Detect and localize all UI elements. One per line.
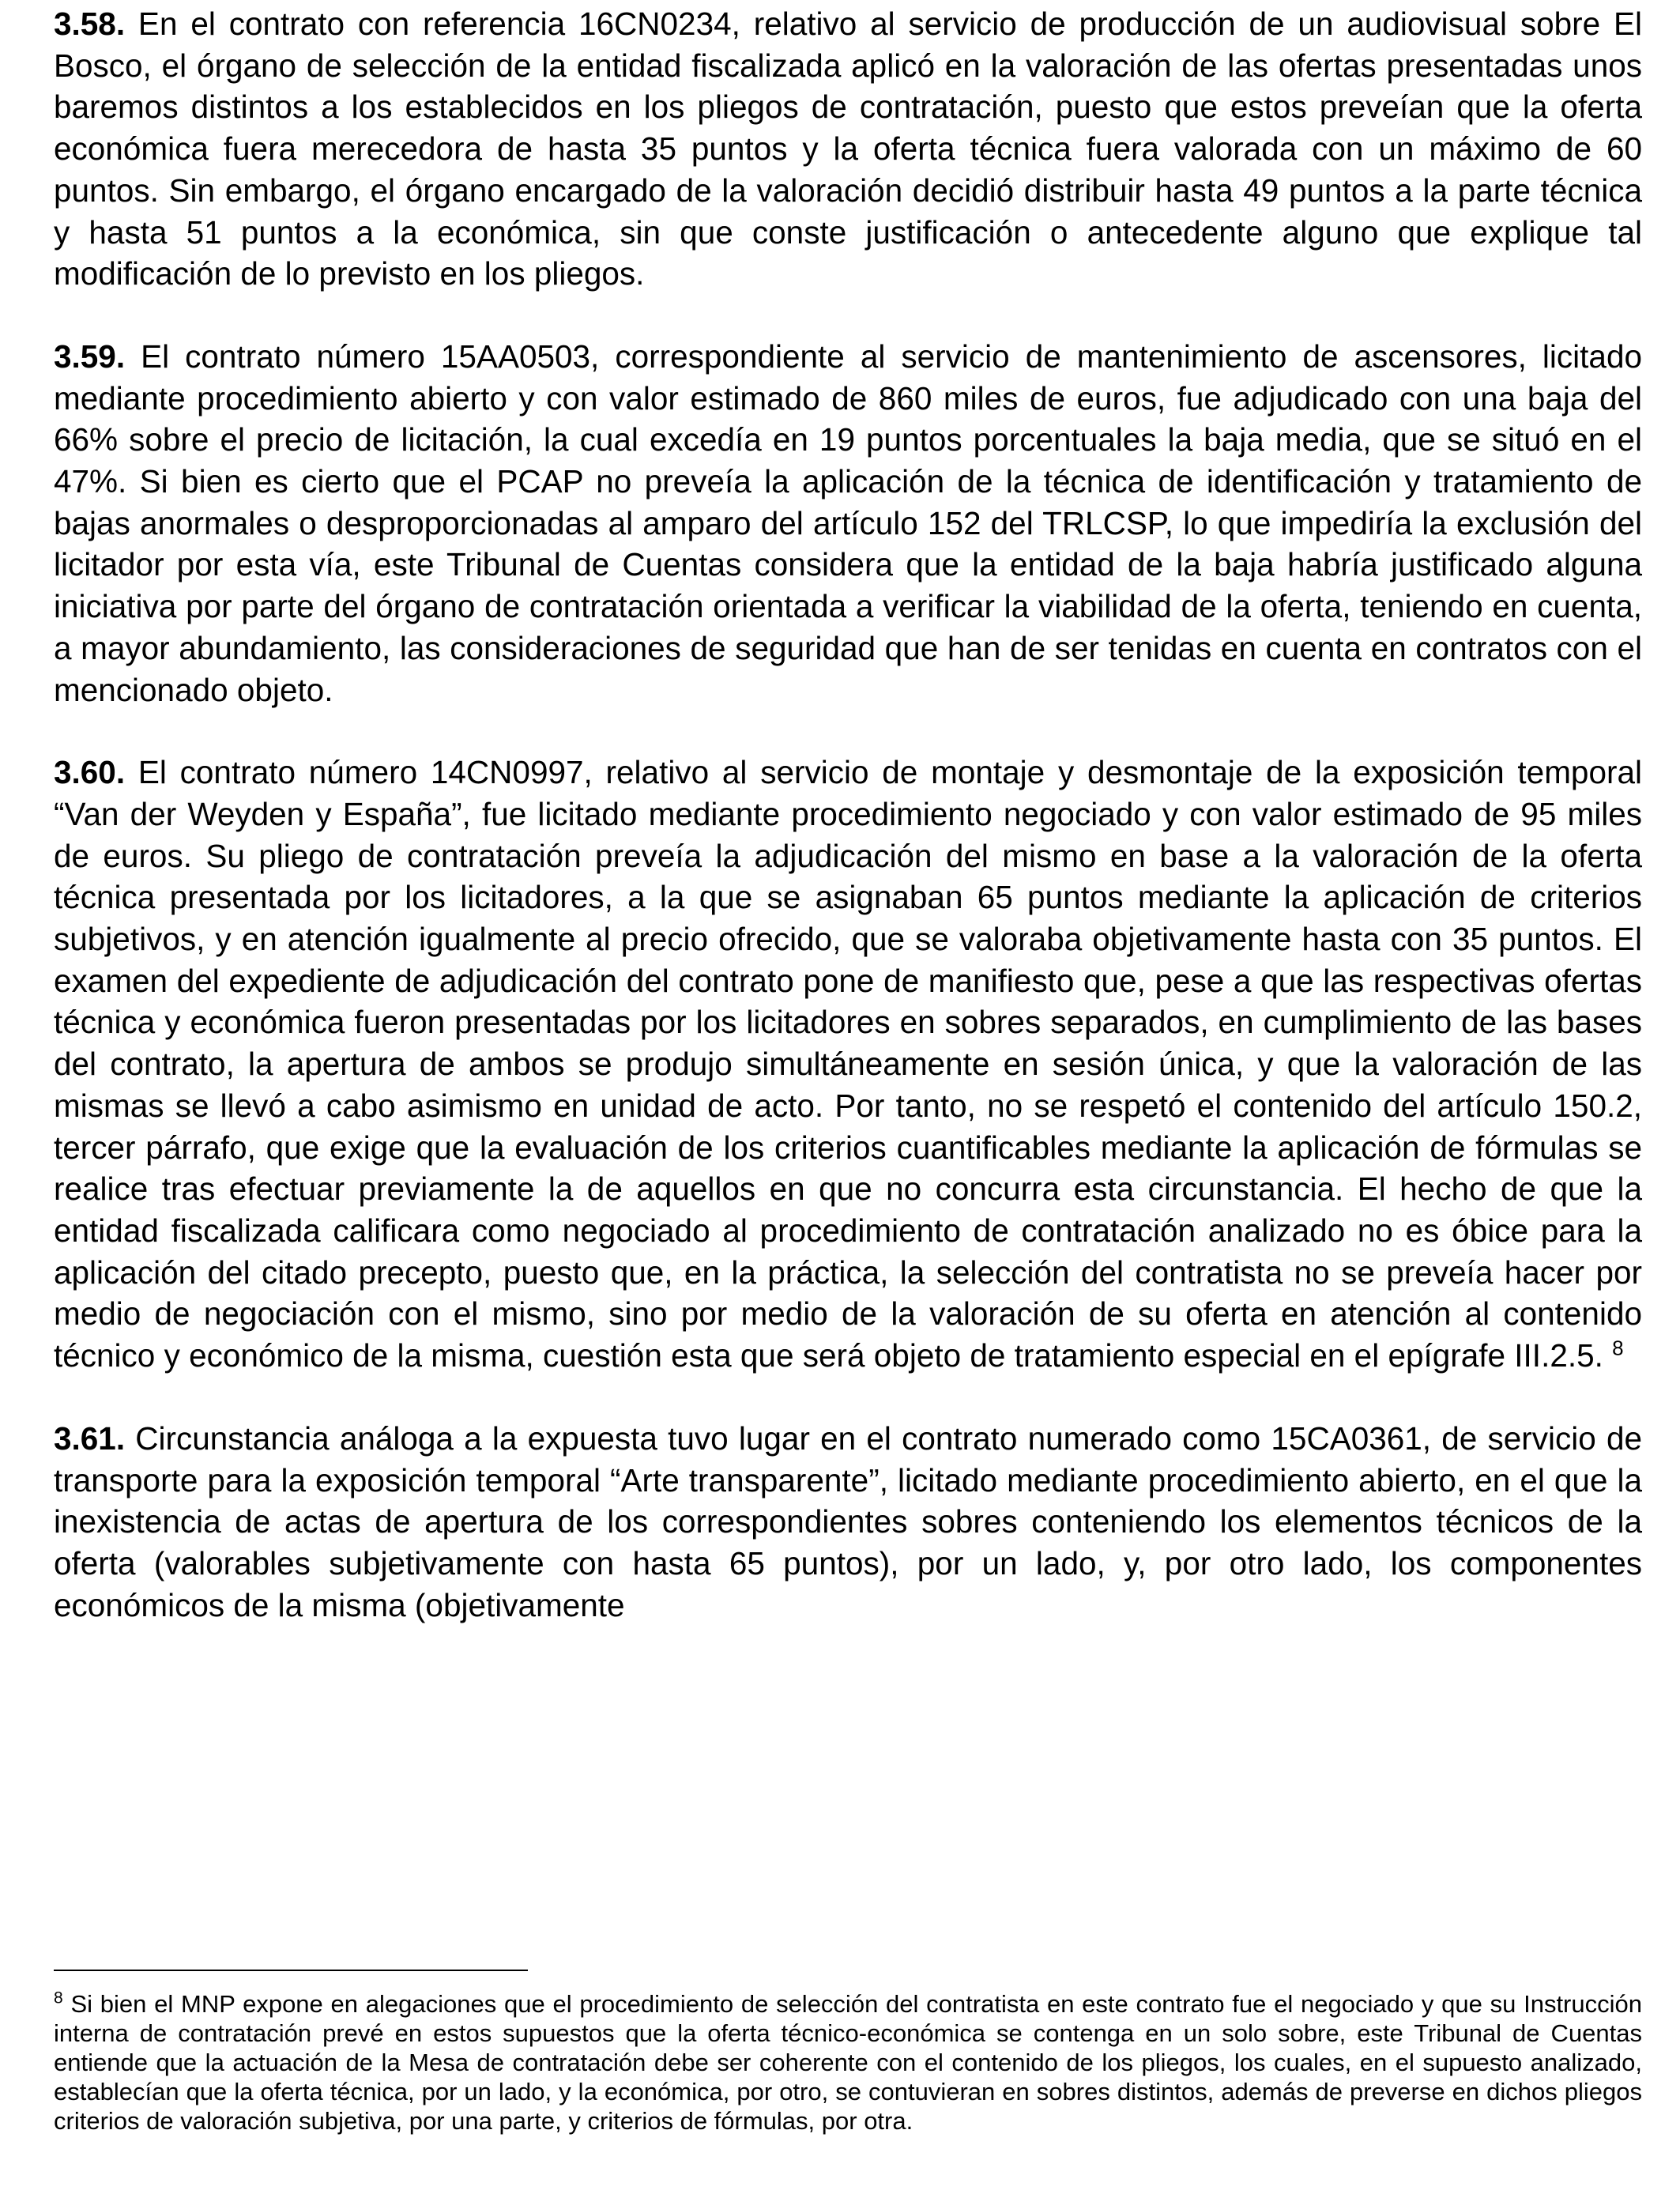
document-body xyxy=(54,3,1642,1667)
paragraph-number: 3.58. xyxy=(54,6,126,42)
footnote-text: Si bien el MNP expone en alegaciones que el procedimiento de selección del contratista en este contrato fue el negociado y que su Instrucción interna de contratación prevé en estos supuestos que la oferta técnico-económica se contenga en un solo sobre, este Tribunal de Cuentas entiende que la actuación de la Mesa de contratación debe ser coherente con el contenido de los pliegos, los cuales, en el supuesto analizado, establecían que la oferta técnica, por un lado, y la económica, por otro, se contuvieran en sobres distintos, además de preverse en dichos pliegos criterios de valoración subjetiva, por una parte, y criterios de fórmulas, por otra. xyxy=(54,1990,1642,2135)
paragraph-number: 3.61. xyxy=(54,1419,126,1457)
footnote-reference[interactable]: 8 xyxy=(1612,1336,1624,1360)
footnote-separator xyxy=(54,1970,528,1971)
paragraph-text: Circunstancia análoga a la expuesta tuvo lugar en el contrato numerado como 15CA0361, de servicio de transporte para la exposición temporal “Arte transparente”, licitado mediante procedimiento abierto, en el que la inexistencia de actas de apertura de los correspondientes sobres conteniendo los elementos técnicos de la oferta (valorables subjetivamente con hasta 65 puntos), por un lado, y, por otro lado, los componentes económicos de la misma (objetivamente xyxy=(54,1419,1642,1623)
footnote xyxy=(54,1989,1642,2136)
paragraph-3-58 xyxy=(54,3,1642,295)
paragraph-number: 3.59. xyxy=(54,337,126,375)
paragraph-3-61 xyxy=(54,1418,1642,1627)
paragraph-3-59 xyxy=(54,336,1642,711)
paragraph-text: El contrato número 15AA0503, correspondiente al servicio de mantenimiento de ascensores, licitado mediante procedimiento abierto y con valor estimado de 860 miles de euros, fue adjudicado con una baja del 66% sobre el precio de licitación, la cual excedía en 19 puntos porcentuales la baja media, que se situó en el 47%. Si bien es cierto que el PCAP no preveía la aplicación de la técnica de identificación y tratamiento de bajas anormales o desproporcionadas al amparo del artículo 152 del TRLCSP, lo que impediría la exclusión del licitador por esta vía, este Tribunal de Cuentas considera que la entidad de la baja habría justificado alguna iniciativa por parte del órgano de contratación orientada a verificar la viabilidad de la oferta, teniendo en cuenta, a mayor abundamiento, las consideraciones de seguridad que han de ser tenidas en cuenta en contratos con el mencionado objeto. xyxy=(54,337,1642,708)
paragraph-text: En el contrato con referencia 16CN0234, relativo al servicio de producción de un audiovisual sobre El Bosco, el órgano de selección de la entidad fiscalizada aplicó en la valoración de las ofertas presentadas unos baremos distintos a los establecidos en los pliegos de contratación, puesto que estos preveían que la oferta económica fuera merecedora de hasta 35 puntos y la oferta técnica fuera valorada con un máximo de 60 puntos. Sin embargo, el órgano encargado de la valoración decidió distribuir hasta 49 puntos a la parte técnica y hasta 51 puntos a la económica, sin que conste justificación o antecedente alguno que explique tal modificación de lo previsto en los pliegos. xyxy=(54,6,1642,292)
paragraph-text: El contrato número 14CN0997, relativo al servicio de montaje y desmontaje de la exposición temporal “Van der Weyden y España”, fue licitado mediante procedimiento negociado y con valor estimado de 95 miles de euros. Su pliego de contratación preveía la adjudicación del mismo en base a la valoración de la oferta técnica presentada por los licitadores, a la que se asignaban 65 puntos mediante la aplicación de criterios subjetivos, y en atención igualmente al precio ofrecido, que se valoraba objetivamente hasta con 35 puntos. El examen del expediente de adjudicación del contrato pone de manifiesto que, pese a que las respectivas ofertas técnica y económica fueron presentadas por los licitadores en sobres separados, en cumplimiento de las bases del contrato, la apertura de ambos se produjo simultáneamente en sesión única, y que la valoración de las mismas se llevó a cabo asimismo en unidad de acto. Por tanto, no se respetó el contenido del artículo 150.2, tercer párrafo, que exige que la evaluación de los criterios cuantificables mediante la aplicación de fórmulas se realice tras efectuar previamente la de aquellos en que no concurra esta circunstancia. El hecho de que la entidad fiscalizada calificara como negociado al procedimiento de contratación analizado no es óbice para la aplicación del citado precepto, puesto que, en la práctica, la selección del contratista no se preveía hacer por medio de negociación con el mismo, sino por medio de la valoración de su oferta en atención al contenido técnico y económico de la misma, cuestión esta que será objeto de tratamiento especial en el epígrafe III.2.5. xyxy=(54,754,1642,1374)
footnote-mark: 8 xyxy=(54,1989,63,2007)
paragraph-3-60 xyxy=(54,752,1642,1377)
paragraph-number: 3.60. xyxy=(54,754,126,791)
